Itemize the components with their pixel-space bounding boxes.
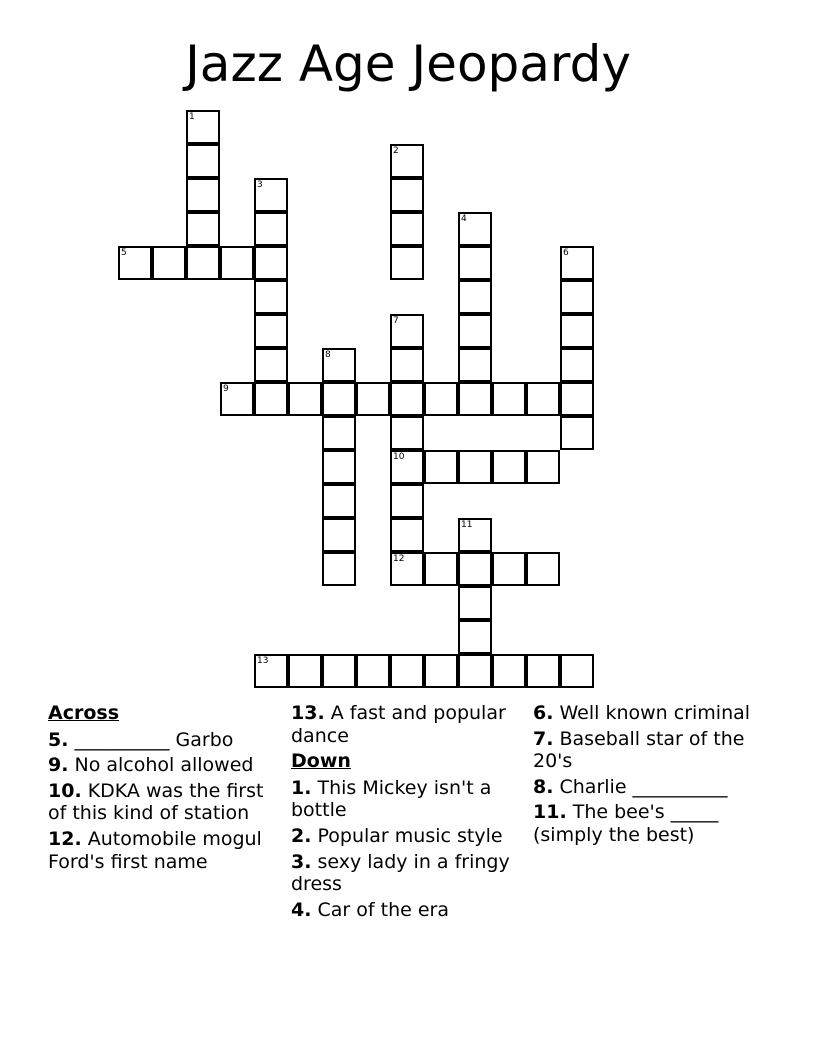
clue-down-3 xyxy=(291,851,511,896)
clue-text: __________ Garbo xyxy=(74,728,234,751)
grid-cell[interactable] xyxy=(322,518,356,552)
grid-cell[interactable] xyxy=(390,484,424,518)
clue-column-2 xyxy=(291,702,511,924)
clue-number-label: 13 xyxy=(257,656,269,666)
clue-across-5 xyxy=(48,729,266,752)
clue-number-label: 1 xyxy=(189,112,195,122)
clue-down-6 xyxy=(533,702,758,725)
grid-cell[interactable] xyxy=(424,450,458,484)
grid-cell[interactable] xyxy=(560,654,594,688)
clue-number: 12. xyxy=(48,827,82,850)
grid-cell[interactable] xyxy=(560,246,594,280)
clue-text: Popular music style xyxy=(317,824,503,847)
grid-cell[interactable] xyxy=(186,212,220,246)
grid-cell[interactable] xyxy=(322,416,356,450)
clue-text: KDKA was the first of this kind of station xyxy=(48,779,264,825)
grid-cell[interactable] xyxy=(458,518,492,552)
clue-text: Automobile mogul Ford's first name xyxy=(48,827,262,873)
clue-across-13 xyxy=(291,702,511,747)
grid-cell[interactable] xyxy=(390,314,424,348)
clue-number-label: 12 xyxy=(393,554,405,564)
grid-cell[interactable] xyxy=(390,246,424,280)
grid-cell[interactable] xyxy=(458,586,492,620)
grid-cell[interactable] xyxy=(390,450,424,484)
grid-cell[interactable] xyxy=(288,382,322,416)
clue-down-4 xyxy=(291,899,511,922)
clue-text: Baseball star of the 20's xyxy=(533,727,745,773)
clue-number: 5. xyxy=(48,728,69,751)
grid-cell[interactable] xyxy=(186,144,220,178)
grid-cell[interactable] xyxy=(560,280,594,314)
clue-text: No alcohol allowed xyxy=(74,754,254,777)
grid-cell[interactable] xyxy=(322,348,356,382)
grid-cell[interactable] xyxy=(254,382,288,416)
clue-number: 1. xyxy=(291,776,312,799)
clue-number: 9. xyxy=(48,754,69,777)
grid-cell[interactable] xyxy=(220,382,254,416)
grid-cell[interactable] xyxy=(254,314,288,348)
across-heading: Across xyxy=(48,702,120,724)
clue-down-8 xyxy=(533,776,758,799)
grid-cell[interactable] xyxy=(152,246,186,280)
grid-cell[interactable] xyxy=(390,348,424,382)
grid-cell[interactable] xyxy=(458,280,492,314)
grid-cell[interactable] xyxy=(254,246,288,280)
grid-cell[interactable] xyxy=(390,212,424,246)
grid-cell[interactable] xyxy=(254,654,288,688)
clue-number-label: 7 xyxy=(393,316,399,326)
clue-number-label: 4 xyxy=(461,214,467,224)
grid-cell[interactable] xyxy=(492,552,526,586)
clue-number-label: 11 xyxy=(461,520,473,530)
clue-text: The bee's _____ (simply the best) xyxy=(533,801,719,846)
clue-number: 2. xyxy=(291,824,312,847)
clue-number: 8. xyxy=(533,775,554,798)
grid-cell[interactable] xyxy=(458,246,492,280)
clue-number-label: 8 xyxy=(325,350,331,360)
grid-cell[interactable] xyxy=(322,654,356,688)
grid-cell[interactable] xyxy=(390,178,424,212)
grid-cell[interactable] xyxy=(458,450,492,484)
clue-number-label: 9 xyxy=(223,384,229,394)
clue-number-label: 2 xyxy=(393,146,399,156)
clue-across-10 xyxy=(48,780,266,825)
clue-number: 11. xyxy=(533,801,567,824)
clue-across-9 xyxy=(48,754,266,777)
clue-number-label: 10 xyxy=(393,452,405,462)
clue-number: 7. xyxy=(533,727,554,750)
grid-cell[interactable] xyxy=(356,654,390,688)
grid-cell[interactable] xyxy=(390,552,424,586)
clue-number: 10. xyxy=(48,779,82,802)
grid-cell[interactable] xyxy=(186,110,220,144)
grid-cell[interactable] xyxy=(526,382,560,416)
grid-cell[interactable] xyxy=(424,552,458,586)
grid-cell[interactable] xyxy=(390,382,424,416)
grid-cell[interactable] xyxy=(458,382,492,416)
clue-number: 13. xyxy=(291,702,325,724)
grid-cell[interactable] xyxy=(322,450,356,484)
grid-cell[interactable] xyxy=(118,246,152,280)
grid-cell[interactable] xyxy=(424,654,458,688)
clue-across-12 xyxy=(48,828,266,873)
grid-cell[interactable] xyxy=(458,654,492,688)
grid-cell[interactable] xyxy=(526,552,560,586)
grid-cell[interactable] xyxy=(186,246,220,280)
grid-cell[interactable] xyxy=(424,382,458,416)
clue-text: Well known criminal xyxy=(559,702,751,724)
clue-text: This Mickey isn't a bottle xyxy=(291,776,492,822)
clue-down-2 xyxy=(291,825,511,848)
clue-number: 4. xyxy=(291,898,312,921)
clue-column-3 xyxy=(533,702,758,850)
grid-cell[interactable] xyxy=(458,348,492,382)
grid-cell[interactable] xyxy=(560,382,594,416)
clue-number-label: 5 xyxy=(121,248,127,258)
grid-cell[interactable] xyxy=(458,620,492,654)
down-heading: Down xyxy=(291,750,351,773)
clue-down-11 xyxy=(533,801,758,846)
clue-text: Car of the era xyxy=(317,898,449,921)
grid-cell[interactable] xyxy=(186,178,220,212)
grid-cell[interactable] xyxy=(220,246,254,280)
clue-text: Charlie __________ xyxy=(559,775,728,798)
clue-number: 3. xyxy=(291,850,312,873)
clue-column-1 xyxy=(48,702,266,876)
clue-number-label: 6 xyxy=(563,248,569,258)
grid-cell[interactable] xyxy=(254,348,288,382)
clue-number-label: 3 xyxy=(257,180,263,190)
grid-cell[interactable] xyxy=(254,212,288,246)
grid-cell[interactable] xyxy=(322,484,356,518)
clue-text: A fast and popular dance xyxy=(291,702,506,747)
clue-down-1 xyxy=(291,777,511,822)
clue-down-7 xyxy=(533,728,758,773)
grid-cell[interactable] xyxy=(458,552,492,586)
grid-cell[interactable] xyxy=(322,382,356,416)
puzzle-title: Jazz Age Jeopardy xyxy=(185,35,631,93)
grid-cell[interactable] xyxy=(356,382,390,416)
grid-cell[interactable] xyxy=(560,348,594,382)
grid-cell[interactable] xyxy=(526,450,560,484)
grid-cell[interactable] xyxy=(322,552,356,586)
grid-cell[interactable] xyxy=(390,654,424,688)
grid-cell[interactable] xyxy=(526,654,560,688)
grid-cell[interactable] xyxy=(560,314,594,348)
grid-cell[interactable] xyxy=(458,314,492,348)
grid-cell[interactable] xyxy=(492,654,526,688)
grid-cell[interactable] xyxy=(254,280,288,314)
grid-cell[interactable] xyxy=(288,654,322,688)
grid-cell[interactable] xyxy=(254,178,288,212)
clue-text: sexy lady in a fringy dress xyxy=(291,850,510,896)
grid-cell[interactable] xyxy=(458,212,492,246)
grid-cell[interactable] xyxy=(492,450,526,484)
clue-number: 6. xyxy=(533,702,554,724)
grid-cell[interactable] xyxy=(560,416,594,450)
grid-cell[interactable] xyxy=(390,416,424,450)
grid-cell[interactable] xyxy=(492,382,526,416)
grid-cell[interactable] xyxy=(390,518,424,552)
grid-cell[interactable] xyxy=(390,144,424,178)
